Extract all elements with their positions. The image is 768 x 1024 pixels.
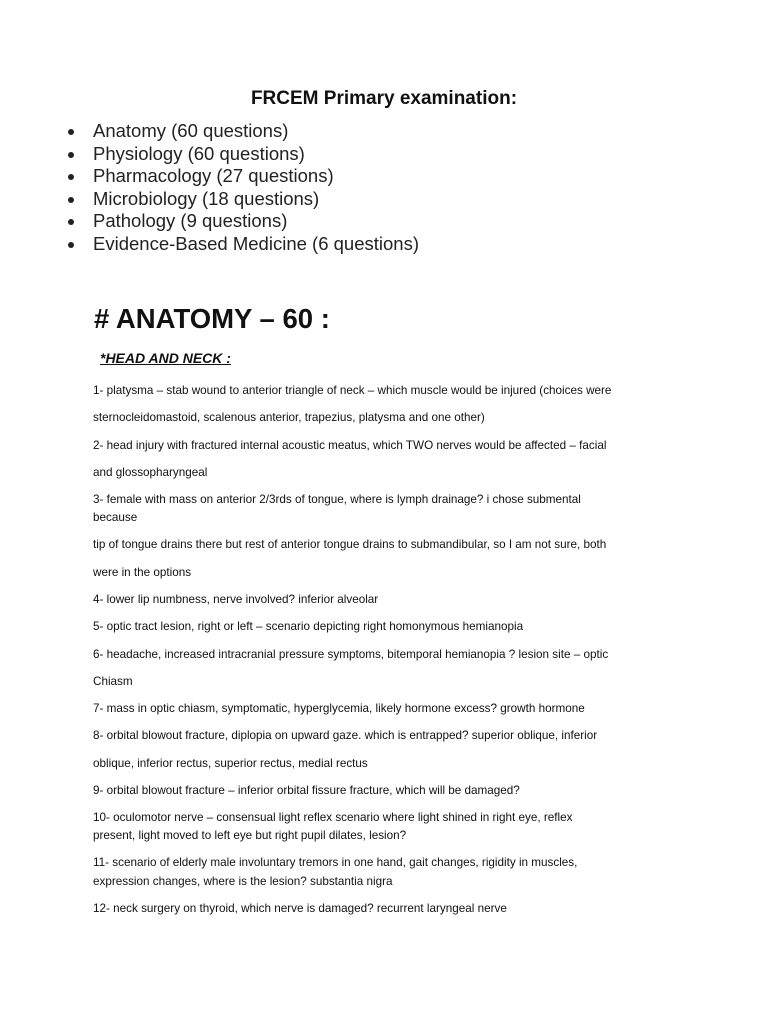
list-item-label: Pharmacology (27 questions) [93,165,334,187]
question-line: 7- mass in optic chiasm, symptomatic, hyperglycemia, likely hormone excess? growth hormone [93,702,585,715]
question-line: 2- head injury with fractured internal acoustic meatus, which TWO nerves would be affected – facial [93,439,607,452]
question-line: 11- scenario of elderly male involuntary tremors in one hand, gait changes, rigidity in muscles, [93,856,578,869]
question-line: 3- female with mass on anterior 2/3rds of tongue, where is lymph drainage? i chose submental [93,493,581,506]
bullet-icon [68,197,74,203]
exam-subject-list [62,120,419,256]
question-line: 1- platysma – stab wound to anterior triangle of neck – which muscle would be injured (choices were [93,384,612,397]
question-line: oblique, inferior rectus, superior rectus, medial rectus [93,757,368,770]
question-line: 10- oculomotor nerve – consensual light reflex scenario where light shined in right eye, reflex [93,811,573,824]
list-item-label: Evidence-Based Medicine (6 questions) [93,232,419,254]
question-line: expression changes, where is the lesion? substantia nigra [93,875,393,888]
list-item [62,210,419,233]
question-line: 6- headache, increased intracranial pressure symptoms, bitemporal hemianopia ? lesion site – optic [93,648,609,661]
bullet-icon [68,219,74,225]
list-item-label: Anatomy (60 questions) [93,120,289,141]
list-item-label: Physiology (60 questions) [93,142,305,164]
bullet-icon [68,129,74,135]
question-line: and glossopharyngeal [93,466,208,479]
document-title: FRCEM Primary examination: [250,88,518,109]
question-line: were in the options [93,566,192,579]
list-item [62,165,419,188]
bullet-icon [68,152,74,158]
list-item-label: Microbiology (18 questions) [93,187,320,209]
bullet-icon [68,174,74,180]
list-item [62,188,419,211]
list-item-label: Pathology (9 questions) [93,210,288,232]
question-line: present, light moved to left eye but right pupil dilates, lesion? [93,829,407,842]
question-line: 4- lower lip numbness, nerve involved? inferior alveolar [93,593,379,606]
question-line: 8- orbital blowout fracture, diplopia on upward gaze. which is entrapped? superior oblique, inferior [93,729,598,742]
question-line: 5- optic tract lesion, right or left – scenario depicting right homonymous hemianopia [93,620,524,633]
list-item [62,233,419,256]
list-item [62,143,419,166]
question-line: 9- orbital blowout fracture – inferior orbital fissure fracture, which will be damaged? [93,784,520,797]
question-line: because [93,511,138,524]
question-line: Chiasm [93,675,133,688]
list-item [62,120,419,143]
bullet-icon [68,242,74,248]
question-line: tip of tongue drains there but rest of anterior tongue drains to submandibular, so I am not sure, both [93,538,607,551]
question-line: 12- neck surgery on thyroid, which nerve is damaged? recurrent laryngeal nerve [93,902,507,915]
question-line: sternocleidomastoid, scalenous anterior, trapezius, platysma and one other) [93,411,485,424]
section-heading: # ANATOMY – 60 : [94,303,330,334]
section-subheading: *HEAD AND NECK : [100,350,231,366]
